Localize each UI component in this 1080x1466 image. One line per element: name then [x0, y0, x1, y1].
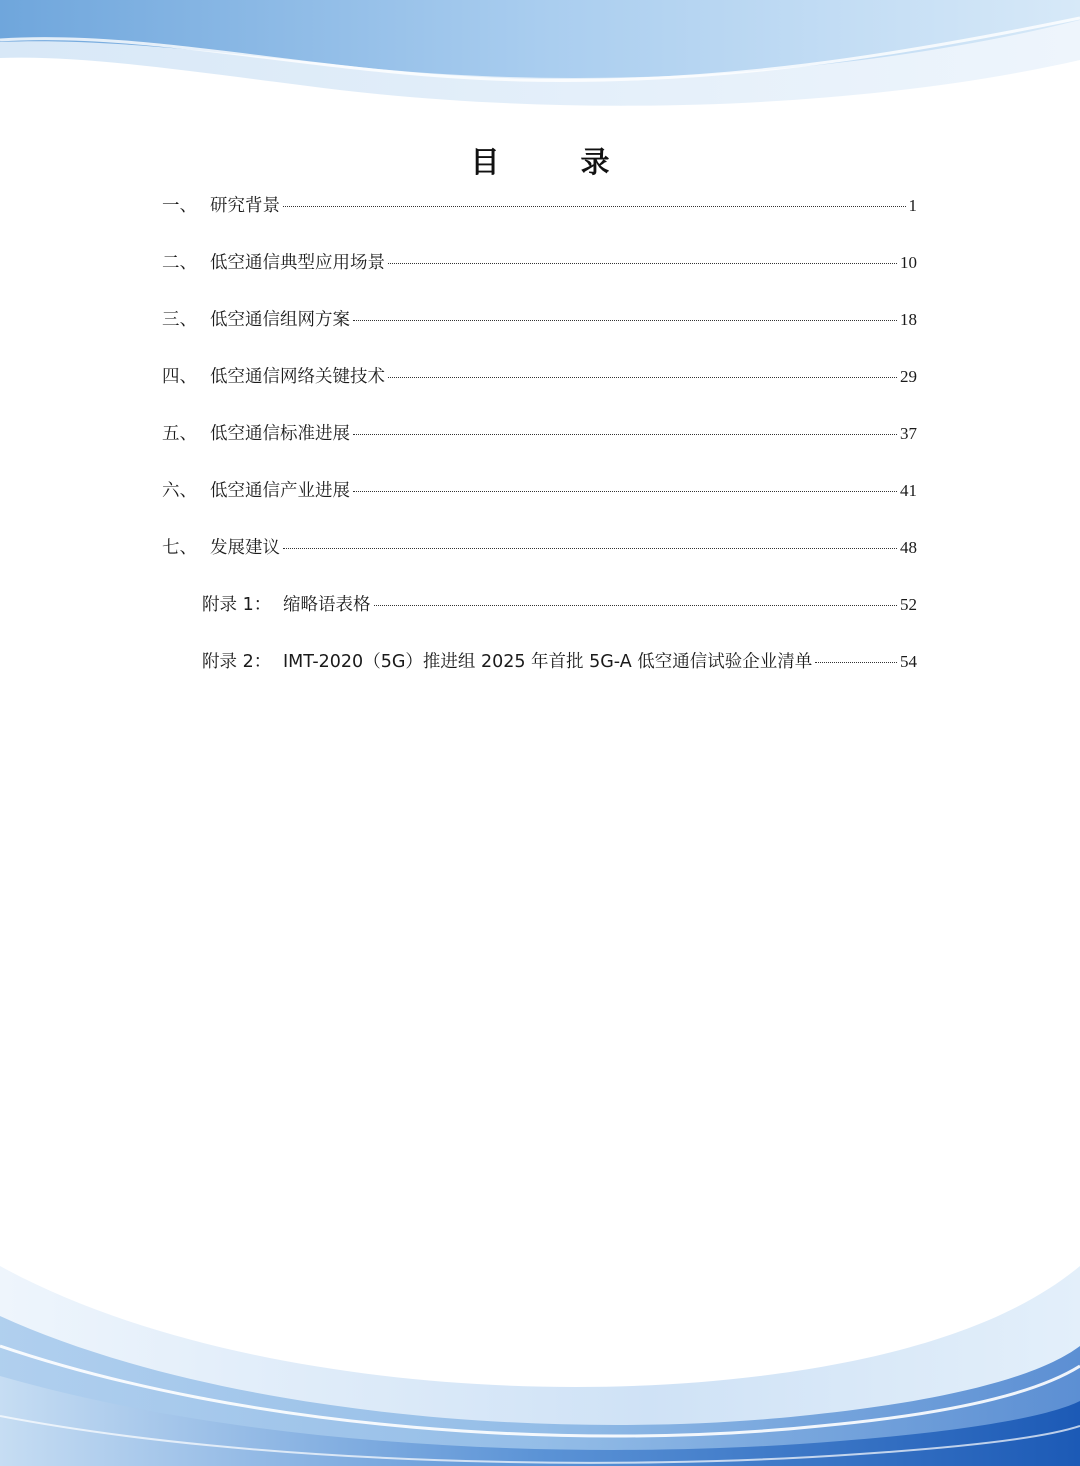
toc-number: 三、 — [162, 310, 197, 330]
toc-title: 低空通信典型应用场景 — [210, 253, 385, 273]
toc-title: 研究背景 — [210, 196, 280, 216]
toc-appendix-entry[interactable] — [162, 591, 917, 648]
toc-entry[interactable] — [162, 420, 917, 477]
toc-page-number: 1 — [908, 196, 917, 215]
toc-page-number: 52 — [900, 595, 917, 614]
toc-page-number: 18 — [900, 310, 917, 329]
toc-leader-dots — [283, 206, 906, 207]
toc-appendix-number: 附录 2： — [202, 652, 272, 672]
toc-leader-dots — [388, 263, 897, 264]
toc-entry[interactable] — [162, 477, 917, 534]
toc-appendix-number: 附录 1： — [202, 595, 272, 615]
toc-title: IMT-2020（5G）推进组 2025 年首批 5G-A 低空通信试验企业清单 — [283, 652, 813, 672]
toc-entry[interactable] — [162, 192, 917, 249]
toc-page-number: 37 — [900, 424, 917, 443]
toc-title: 发展建议 — [210, 538, 280, 558]
toc-title: 缩略语表格 — [283, 595, 371, 615]
toc-number: 一、 — [162, 196, 197, 216]
page-title: 目 录 — [470, 145, 636, 179]
toc-leader-dots — [374, 605, 898, 606]
top-wave-decoration — [0, 0, 1080, 140]
toc-entry[interactable] — [162, 363, 917, 420]
toc-title: 低空通信网络关键技术 — [210, 367, 385, 387]
toc-number: 二、 — [162, 253, 197, 273]
toc-page-number: 54 — [900, 652, 917, 671]
toc-title: 低空通信标准进展 — [210, 424, 350, 444]
toc-leader-dots — [283, 548, 897, 549]
toc-title: 低空通信产业进展 — [210, 481, 350, 501]
toc-page-number: 29 — [900, 367, 917, 386]
toc-page-number: 48 — [900, 538, 917, 557]
toc-number: 四、 — [162, 367, 197, 387]
toc-page-number: 10 — [900, 253, 917, 272]
toc-leader-dots — [353, 320, 897, 321]
toc-entry[interactable] — [162, 306, 917, 363]
toc-leader-dots — [353, 491, 897, 492]
toc-leader-dots — [815, 662, 897, 663]
toc-leader-dots — [388, 377, 897, 378]
bottom-wave-decoration — [0, 1226, 1080, 1466]
toc-page-number: 41 — [900, 481, 917, 500]
toc-appendix-entry[interactable] — [162, 648, 917, 705]
table-of-contents — [162, 192, 917, 705]
toc-number: 七、 — [162, 538, 197, 558]
toc-title: 低空通信组网方案 — [210, 310, 350, 330]
toc-entry[interactable] — [162, 534, 917, 591]
toc-entry[interactable] — [162, 249, 917, 306]
toc-number: 五、 — [162, 424, 197, 444]
toc-leader-dots — [353, 434, 897, 435]
toc-number: 六、 — [162, 481, 197, 501]
